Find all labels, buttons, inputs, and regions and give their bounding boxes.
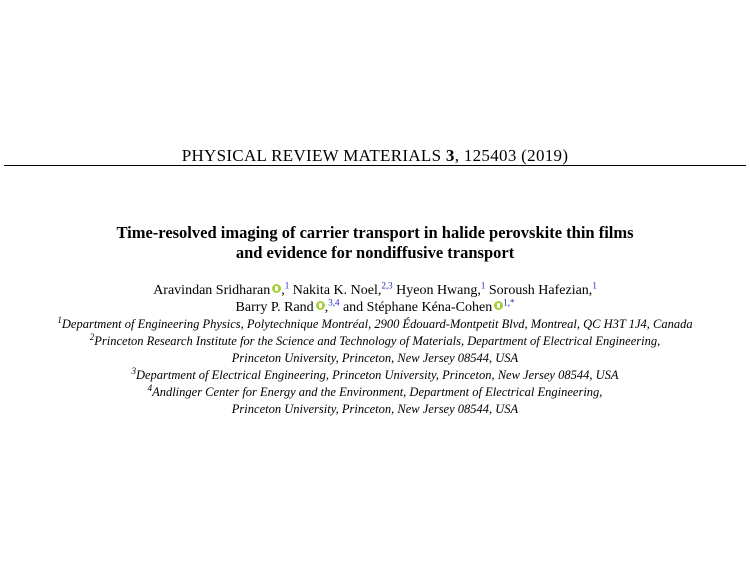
journal-volume: 3 [445,146,455,165]
affiliation-4-cont: Princeton University, Princeton, New Jersey 08544, USA [231,402,519,416]
author-name: Stéphane Kéna-Cohen [366,300,493,315]
author-affiliation-link[interactable]: 3,4 [328,297,340,308]
author-name: Barry P. Rand [235,300,314,315]
author-name: Soroush Hafezian, [488,283,593,298]
title-line-1: Time-resolved imaging of carrier transport in halide perovskite thin films [116,223,634,242]
affiliation-1: $^1$Department of Engineering Physics, Polytechnique Montréal, 2900 Édouard-Montpetit Blvd, Montreal, QC H3T 1J4, Canada [57,314,693,331]
author-name: Aravindan Sridharan [153,283,271,298]
header-rule [4,165,746,166]
author-affiliation-link[interactable]: 1,* [503,297,515,308]
author-line-1: Aravindan Sridharan ,$^1$ Nakita K. Noel,$^{2,3}$ Hyeon Hwang,$^1$ Soroush Hafezian,$^1$ [153,280,597,298]
affiliation-2-cont: Princeton University, Princeton, New Jersey 08544, USA [231,351,519,365]
author-name: Nakita K. Noel, [292,283,382,298]
author-affiliation-link[interactable]: 1 [284,280,290,291]
author-affiliation-link[interactable]: 2,3 [381,280,393,291]
author-affiliation-link[interactable]: 1 [592,280,597,291]
author-affiliation-link[interactable]: 1 [480,280,486,291]
orcid-icon[interactable] [316,301,325,310]
affiliation-2: $^2$Princeton Research Institute for the Science and Technology of Materials, Department of Electrical Engineering, [89,331,661,348]
affiliation-4: $^4$Andlinger Center for Energy and the Environment, Department of Electrical Engineering, [147,382,603,399]
author-conjunction: and [342,300,364,315]
author-line-2: Barry P. Rand ,$^{3,4}$ and Stéphane Kéna-Cohen $^{1,*}$ [235,297,515,315]
affiliation-3: $^3$Department of Electrical Engineering, Princeton University, Princeton, New Jersey 08544, USA [131,365,619,382]
orcid-icon[interactable] [494,301,503,310]
title-line-2: and evidence for nondiffusive transport [235,243,515,262]
journal-header [0,146,750,166]
affiliation-list [0,316,750,418]
article-info: , 125403 (2019) [454,146,569,165]
paper-title [0,223,750,263]
journal-name: PHYSICAL REVIEW MATERIALS [181,146,442,165]
author-list [0,282,750,316]
author-name: Hyeon Hwang, [396,283,481,298]
orcid-icon[interactable] [272,284,281,293]
